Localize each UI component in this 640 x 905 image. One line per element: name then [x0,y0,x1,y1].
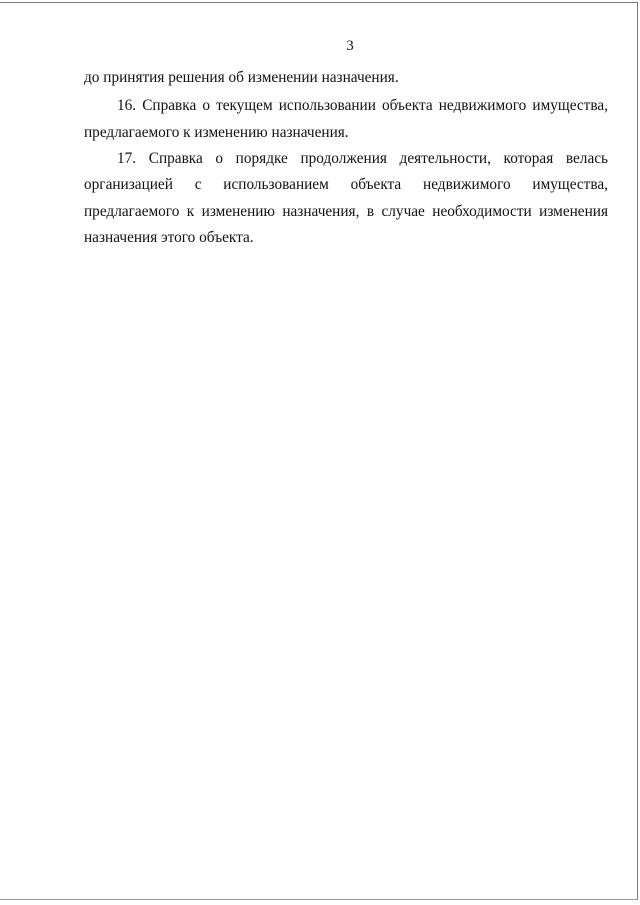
paragraph-16-line-2: предлагаемого к изменению назначения. [84,124,349,141]
page-number: 3 [346,38,354,54]
paragraph-16-line-1: 16. Справка о текущем использовании объекта недвижимого имущества, [117,97,608,114]
paragraph-17-line-3: предлагаемого к изменению назначения, в случае необходимости изменения [84,203,608,220]
paragraph-17-line-2: организацией с использованием объекта недвижимого имущества, [84,176,608,193]
text-line: до принятия решения об изменении назначения. [84,69,399,86]
paragraph-17-line-1: 17. Справка о порядке продолжения деятельности, которая велась [117,150,608,167]
paragraph-17-line-4: назначения этого объекта. [84,229,254,246]
